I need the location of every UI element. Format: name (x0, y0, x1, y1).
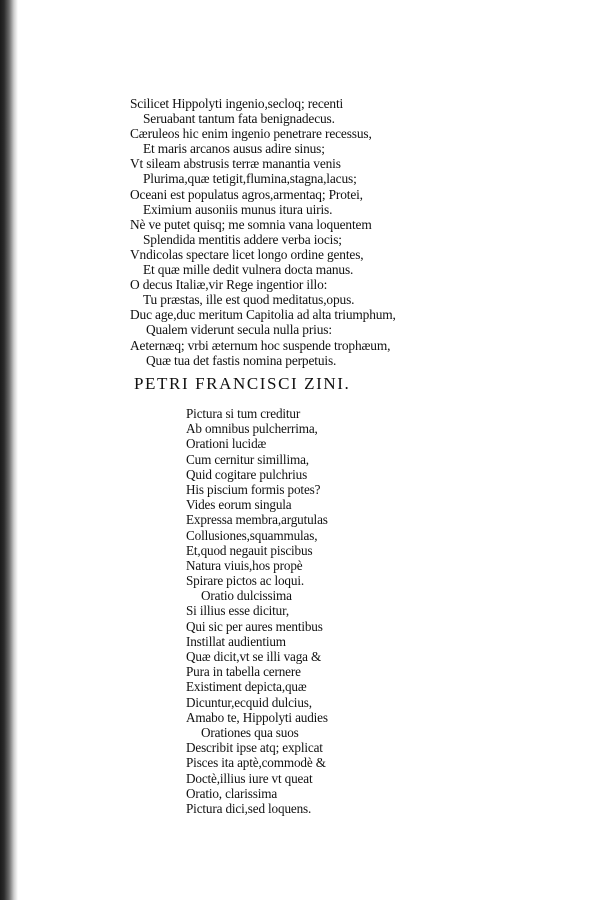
verse-line: Orationi lucidæ (186, 436, 267, 452)
verse-line: Quid cogitare pulchrius (186, 466, 308, 482)
verse-line: Collusiones,squammulas, (186, 527, 318, 543)
verse-line: Instillat audientium (186, 633, 286, 649)
verse-line: Pisces ita aptè,commodè & (186, 755, 326, 771)
upper-poem (130, 96, 430, 368)
verse-line: Cum cernitur simillima, (186, 451, 309, 467)
verse-line: Et,quod negauit piscibus (186, 542, 313, 558)
verse-line: Ab omnibus pulcherrima, (186, 421, 318, 437)
verse-line: Et quæ mille dedit vulnera docta manus. (143, 262, 354, 278)
verse-line: Vndicolas spectare licet longo ordine gentes, (130, 246, 364, 262)
verse-line: Quæ tua det fastis nomina perpetuis. (146, 352, 337, 368)
verse-line: Dicuntur,ecquid dulcius, (186, 694, 312, 710)
section-heading: PETRI FRANCISCI ZINI. (134, 374, 351, 393)
verse-line: Expressa membra,argutulas (186, 512, 328, 528)
verse-line: Plurima,quæ tetigit,flumina,stagna,lacus; (143, 171, 357, 187)
verse-line: Doctè,illius iure vt queat (186, 770, 313, 786)
verse-line: Eximium ausoniis munus itura uiris. (143, 201, 333, 217)
verse-line: Describit ipse atq; explicat (186, 740, 323, 756)
verse-line: Amabo te, Hippolyti audies (186, 709, 328, 725)
verse-line: Aeternæq; vrbi æternum hoc suspende trophæum, (130, 337, 391, 353)
verse-line: Natura viuis,hos propè (186, 557, 303, 573)
verse-line: Oratio, clarissima (186, 785, 278, 801)
verse-line: Seruabant tantum fata benignadecus. (143, 111, 335, 127)
verse-line: O decus Italiæ,vir Rege ingentior illo: (130, 277, 328, 293)
verse-line: Splendida mentitis addere verba iocis; (143, 231, 342, 247)
verse-line: Et maris arcanos ausus adire sinus; (143, 141, 325, 157)
verse-line: Vt sileam abstrusis terræ manantia venis (130, 156, 341, 172)
lower-poem (186, 406, 386, 816)
verse-line: Quæ dicit,vt se illi vaga & (186, 649, 322, 664)
verse-line: Pictura dici,sed loquens. (186, 800, 312, 816)
verse-line: Oratio dulcissima (201, 588, 292, 604)
verse-line: Orationes qua suos (201, 724, 299, 740)
verse-line: Oceani est populatus agros,armentaq; Protei, (130, 186, 363, 202)
verse-line: Si illius esse dicitur, (186, 603, 289, 619)
verse-line: Existiment depicta,quæ (186, 679, 307, 695)
verse-line: Nè ve putet quisq; me somnia vana loquentem (130, 216, 372, 232)
verse-line: Tu præstas, ille est quod meditatus,opus. (143, 292, 355, 308)
verse-line: Spirare pictos ac loqui. (186, 573, 304, 589)
verse-line: Qualem viderunt secula nulla prius: (146, 322, 332, 338)
verse-line: Qui sic per aures mentibus (186, 618, 323, 634)
verse-line: Cæruleos hic enim ingenio penetrare recessus, (130, 126, 372, 142)
verse-line: Vides eorum singula (186, 497, 292, 513)
verse-line: His piscium formis potes? (186, 481, 321, 497)
verse-line: Duc age,duc meritum Capitolia ad alta triumphum, (130, 307, 396, 323)
verse-line: Pura in tabella cernere (186, 664, 301, 680)
verse-line: Scilicet Hippolyti ingenio,secloq; recenti (130, 96, 344, 111)
verse-line: Pictura si tum creditur (186, 406, 301, 421)
